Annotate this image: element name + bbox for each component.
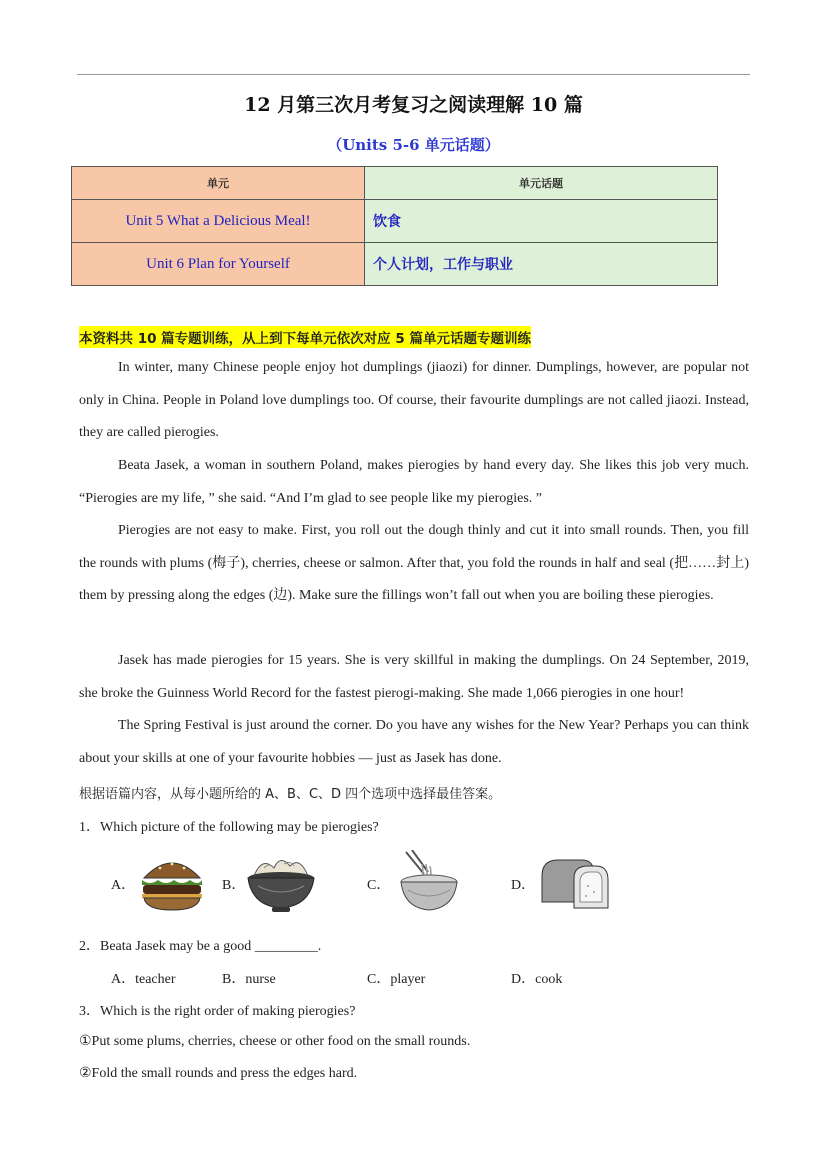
highlighted-note: 本资料共 10 篇专题训练，从上到下每单元依次对应 5 篇单元话题专题训练 bbox=[79, 326, 531, 348]
passage-paragraph-3: Pierogies are not easy to make. First, you roll out the dough thinly and cut it into small rounds. Then, you fill the rounds with plums (梅子), cherries, cheese or salmon. After that, you fold the rounds in half and seal (把……封上) them by pressing along the edges (边). Make sure the fillings won’t fall out when you are boiling these pierogies. bbox=[79, 523, 749, 603]
table-header-row bbox=[72, 167, 718, 200]
passage-paragraph-4: Jasek has made pierogies for 15 years. She is very skillful in making the dumplings. On 24 September, 2019, she broke the Guinness World Record for the fastest pierogi-making. She made 1,066 pierogies in one hour! bbox=[79, 653, 749, 701]
table-row bbox=[72, 243, 718, 286]
bread-icon bbox=[538, 852, 610, 919]
q2-option-a[interactable]: A．teacher bbox=[111, 972, 176, 987]
noodle-bowl-icon bbox=[396, 850, 462, 921]
dumpling-bowl-icon bbox=[244, 850, 318, 921]
question-2-stem: 2．Beata Jasek may be a good _________. bbox=[79, 939, 322, 954]
unit-cell: Unit 5 What a Delicious Meal! bbox=[72, 200, 365, 243]
passage-paragraph-2: Beata Jasek, a woman in southern Poland, makes pierogies by hand every day. She likes this job very much. “Pierogies are my life, ” she said. “And I’m glad to see people like my pierogies. ” bbox=[79, 458, 749, 506]
col-unit-header: 单元 bbox=[72, 167, 365, 200]
table-row bbox=[72, 200, 718, 243]
q1-option-d[interactable]: D． bbox=[511, 878, 536, 893]
passage-paragraph-5: The Spring Festival is just around the corner. Do you have any wishes for the New Year? Perhaps you can think about your skills at one of your favourite hobbies — just as Jasek has done. bbox=[79, 718, 749, 766]
q2-option-d[interactable]: D．cook bbox=[511, 972, 563, 987]
question-3-stem: 3．Which is the right order of making pierogies? bbox=[79, 1004, 356, 1019]
q2-option-b[interactable]: B．nurse bbox=[222, 972, 276, 987]
passage-paragraph-1: In winter, many Chinese people enjoy hot dumplings (jiaozi) for dinner. Dumplings, however, are popular not only in China. People in Poland love dumplings too. Of course, their favourite dumplings are not called jiaozi. Instead, they are called pierogies. bbox=[79, 360, 749, 440]
unit-cell: Unit 6 Plan for Yourself bbox=[72, 243, 365, 286]
page-subtitle: （Units 5-6 单元话题） bbox=[327, 136, 500, 154]
q1-option-b[interactable]: B． bbox=[222, 878, 246, 893]
page-title: 12 月第三次月考复习之阅读理解 10 篇 bbox=[244, 94, 583, 116]
burger-icon bbox=[138, 852, 206, 919]
topic-cell: 个人计划，工作与职业 bbox=[365, 243, 718, 286]
q3-step-2: ②Fold the small rounds and press the edges hard. bbox=[79, 1066, 358, 1081]
q1-option-c[interactable]: C． bbox=[367, 878, 391, 893]
instruction: 根据语篇内容，从每小题所给的 A、B、C、D 四个选项中选择最佳答案。 bbox=[79, 787, 502, 802]
col-topic-header: 单元话题 bbox=[365, 167, 718, 200]
topic-cell: 饮食 bbox=[365, 200, 718, 243]
q2-option-c[interactable]: C．player bbox=[367, 972, 426, 987]
q1-option-a[interactable]: A． bbox=[111, 878, 136, 893]
units-table bbox=[71, 166, 718, 286]
top-rule bbox=[77, 74, 750, 75]
q3-step-1: ①Put some plums, cherries, cheese or other food on the small rounds. bbox=[79, 1034, 471, 1049]
question-1-stem: 1．Which picture of the following may be pierogies? bbox=[79, 820, 379, 835]
